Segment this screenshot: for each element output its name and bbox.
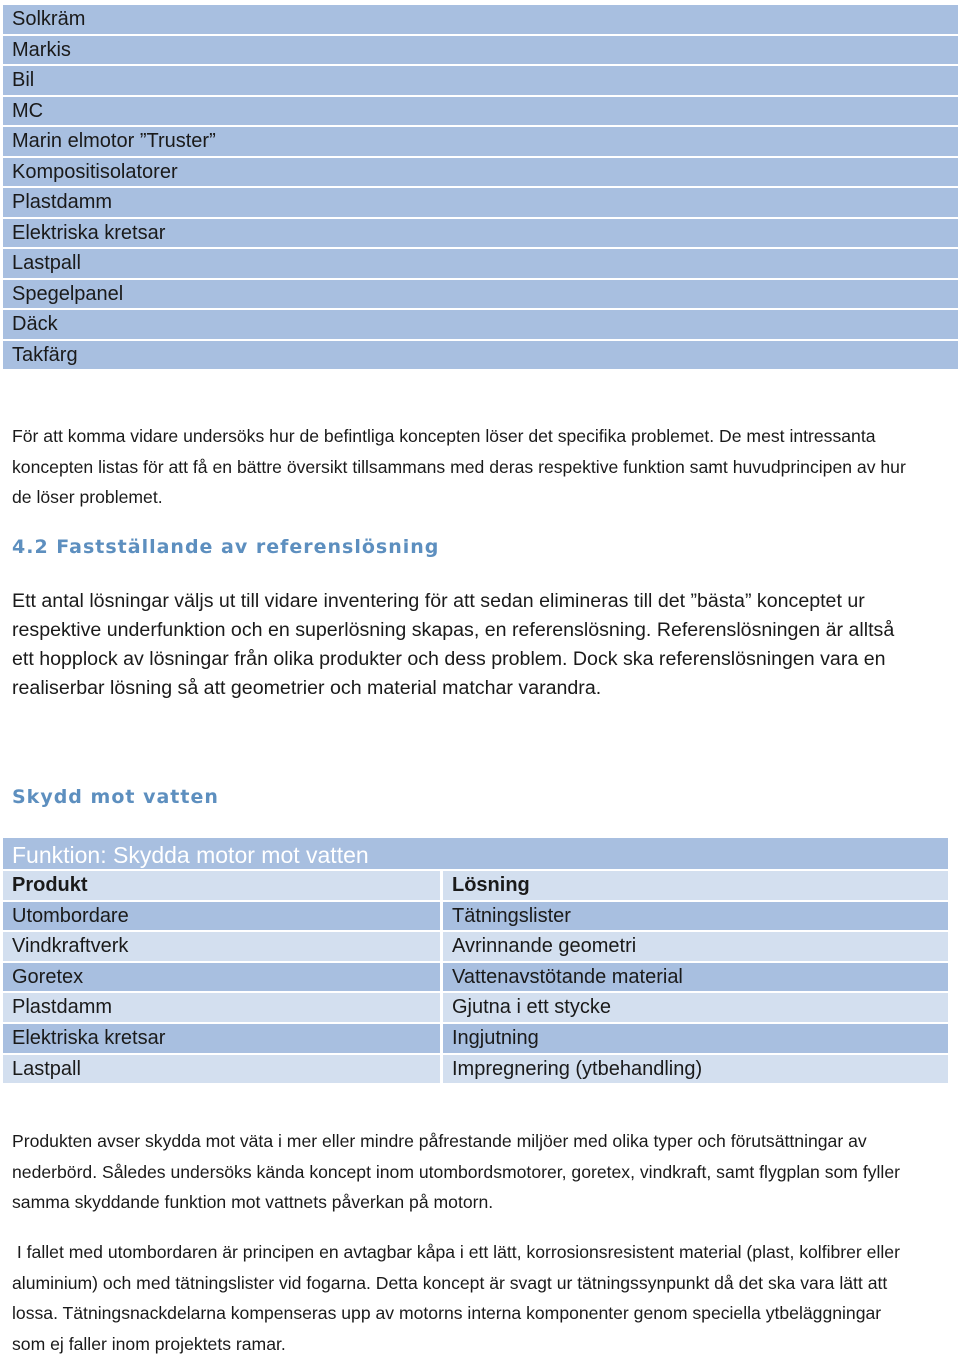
product-cell: Plastdamm: [3, 993, 440, 1022]
product-cell: Goretex: [3, 963, 440, 992]
column-header-solution: Lösning: [443, 871, 948, 900]
solution-cell: Impregnering (ytbehandling): [443, 1055, 948, 1084]
table-header-row: [3, 871, 948, 900]
solution-cell: Gjutna i ett stycke: [443, 993, 948, 1022]
table-row: [3, 1055, 948, 1084]
list-item: Takfärg: [3, 341, 958, 370]
table-row: [3, 963, 948, 992]
paragraph-3: I fallet med utombordaren är principen en avtagbar kåpa i ett lätt, korrosionsresistent material (plast, kolfibrer eller aluminium) och med tätningslister vid fogarna. Detta koncept är svagt ur tätningssynpunkt då det ska vara lätt att lossa. Tätningsnackdelarna kompenseras upp av motorns interna komponenter genom speciella ytbeläggningar som ej faller inom projektets ramar.: [12, 1242, 905, 1354]
product-cell: Vindkraftverk: [3, 932, 440, 961]
subsection-heading: Skydd mot vatten: [12, 786, 219, 808]
list-item: Spegelpanel: [3, 280, 958, 309]
intro-paragraph: För att komma vidare undersöks hur de befintliga koncepten löser det specifika problemet. De mest intressanta koncepten listas för att få en bättre översikt tillsammans med deras respektive funktion samt huvudprincipen av hur de löser problemet.: [12, 426, 906, 507]
table-row: [3, 932, 948, 961]
list-item: Lastpall: [3, 249, 958, 278]
list-item: Marin elmotor ”Truster”: [3, 127, 958, 156]
solution-cell: Vattenavstötande material: [443, 963, 948, 992]
solution-cell: Avrinnande geometri: [443, 932, 948, 961]
list-item: Markis: [3, 36, 958, 65]
solution-cell: Ingjutning: [443, 1024, 948, 1053]
solution-cell: Tätningslister: [443, 902, 948, 931]
section-heading: 4.2 Fastställande av referenslösning: [12, 536, 440, 558]
list-item: Däck: [3, 310, 958, 339]
list-item: Kompositisolatorer: [3, 158, 958, 187]
table-title: Funktion: Skydda motor mot vatten: [3, 838, 948, 869]
column-header-product: Produkt: [3, 871, 440, 900]
table-row: [3, 902, 948, 931]
list-item: Solkräm: [3, 5, 958, 34]
section-paragraph: Ett antal lösningar väljs ut till vidare inventering för att sedan elimineras till det ”bästa” konceptet ur respektive underfunktion och en superlösning skapas, en referenslösning. Referenslösningen är alltså ett hopplock av lösningar från olika produkter och dess problem. Dock ska referenslösningen vara en realiserbar lösning så att geometrier och material matchar varandra.: [12, 590, 895, 699]
list-item: Elektriska kretsar: [3, 219, 958, 248]
list-item: Plastdamm: [3, 188, 958, 217]
function-table: [3, 838, 948, 1085]
list-item: Bil: [3, 66, 958, 95]
table-row: [3, 1024, 948, 1053]
table-row: [3, 993, 948, 1022]
product-cell: Lastpall: [3, 1055, 440, 1084]
paragraph-2: Produkten avser skydda mot väta i mer eller mindre påfrestande miljöer med olika typer och förutsättningar av nederbörd. Således undersöks kända koncept inom utombordsmotorer, goretex, vindkraft, samt flygplan som fyller samma skyddande funktion mot vattnets påverkan på motorn.: [12, 1131, 900, 1212]
list-item: MC: [3, 97, 958, 126]
product-cell: Utombordare: [3, 902, 440, 931]
product-cell: Elektriska kretsar: [3, 1024, 440, 1053]
product-list: [3, 5, 958, 371]
